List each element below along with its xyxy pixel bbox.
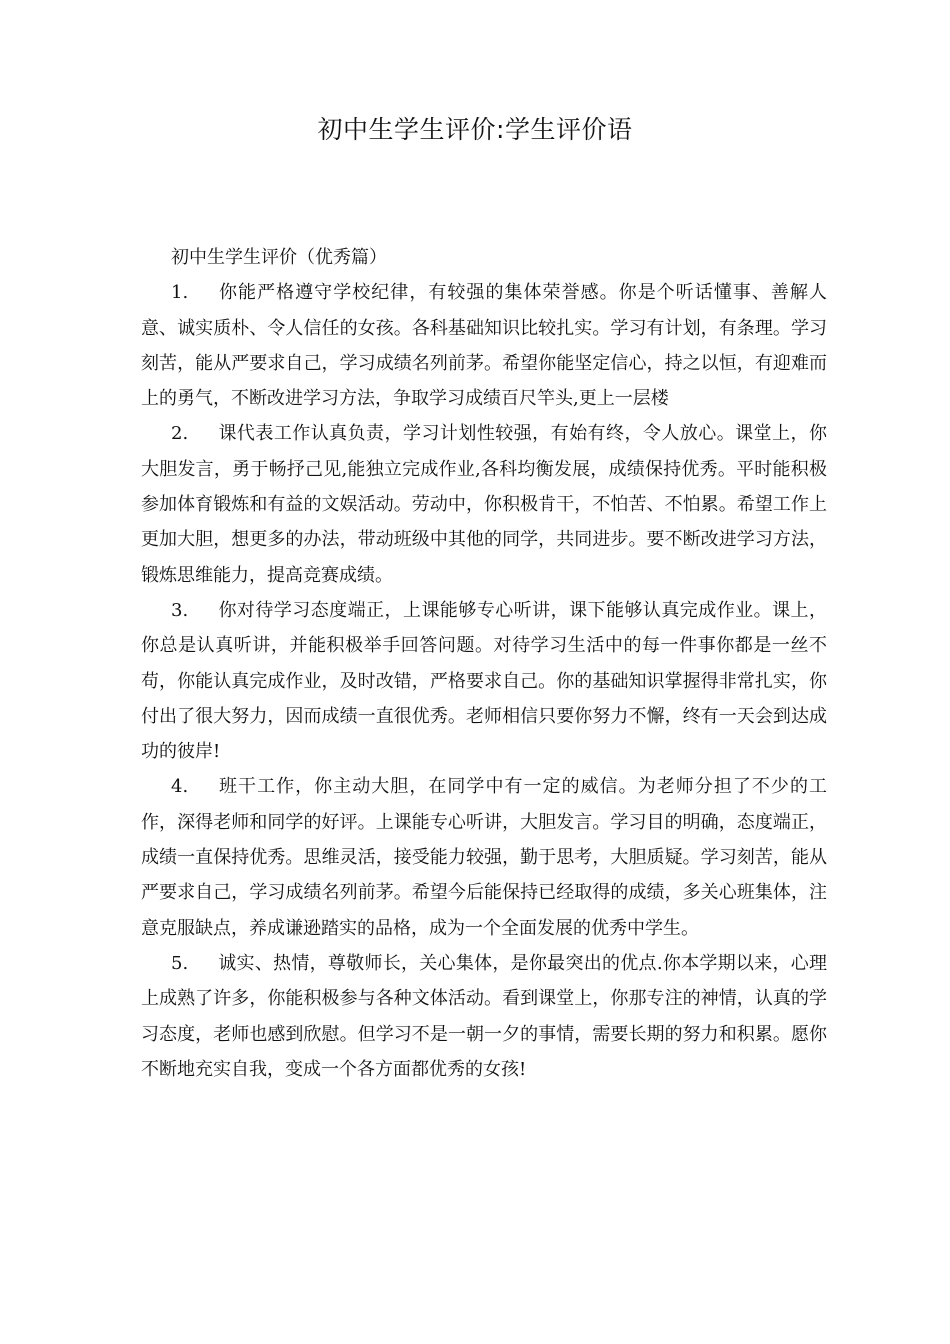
item-text: 你对待学习态度端正，上课能够专心听讲，课下能够认真完成作业。课上，你总是认真听讲，并能积极举手回答问题。对待学习生活中的每一件事你都是一丝不苟，你能认真完成作业，及时改错，严格要求自己。你的基础知识掌握得非常扎实，你付出了很大努力，因而成绩一直很优秀。老师相信只要你努力不懈，终有一天会到达成功的彼岸! <box>141 599 827 763</box>
document-body <box>141 240 827 1087</box>
evaluation-item <box>141 946 827 1087</box>
item-text: 课代表工作认真负责，学习计划性较强，有始有终，令人放心。课堂上，你大胆发言，勇于畅抒己见,能独立完成作业,各科均衡发展，成绩保持优秀。平时能积极参加体育锻炼和有益的文娱活动。劳动中，你积极肯干，不怕苦、不怕累。希望工作上更加大胆，想更多的办法，带动班级中其他的同学，共同进步。要不断改进学习方法，锻炼思维能力，提高竞赛成绩。 <box>141 423 827 586</box>
section-subheading: 初中生学生评价（优秀篇） <box>171 247 387 268</box>
evaluation-item <box>141 416 827 592</box>
item-number: 1. <box>171 282 189 304</box>
item-number: 2. <box>171 423 189 445</box>
item-number: 5. <box>171 952 189 974</box>
item-text: 你能严格遵守学校纪律，有较强的集体荣誉感。你是个听话懂事、善解人意、诚实质朴、令人信任的女孩。各科基础知识比较扎实。学习有计划，有条理。学习刻苦，能从严要求自己，学习成绩名列前茅。希望你能坚定信心，持之以恒，有迎难而上的勇气，不断改进学习方法，争取学习成绩百尺竿头,更上一层楼 <box>141 282 827 410</box>
item-number: 4. <box>171 776 189 798</box>
document-title: 初中生学生评价:学生评价语 <box>317 115 633 144</box>
evaluation-item <box>141 769 827 945</box>
evaluation-item <box>141 593 827 769</box>
item-text: 班干工作，你主动大胆，在同学中有一定的威信。为老师分担了不少的工作，深得老师和同学的好评。上课能专心听讲，大胆发言。学习目的明确，态度端正，成绩一直保持优秀。思维灵活，接受能力较强，勤于思考，大胆质疑。学习刻苦，能从严要求自己，学习成绩名列前茅。希望今后能保持已经取得的成绩，多关心班集体，注意克服缺点，养成谦逊踏实的品格，成为一个全面发展的优秀中学生。 <box>141 776 827 939</box>
item-text: 诚实、热情，尊敬师长，关心集体，是你最突出的优点.你本学期以来，心理上成熟了许多，你能积极参与各种文体活动。看到课堂上，你那专注的神情，认真的学习态度，老师也感到欣慰。但学习不是一朝一夕的事情，需要长期的努力和积累。愿你不断地充实自我，变成一个各方面都优秀的女孩! <box>141 952 827 1080</box>
evaluation-item <box>141 275 827 416</box>
item-number: 3. <box>171 599 189 621</box>
